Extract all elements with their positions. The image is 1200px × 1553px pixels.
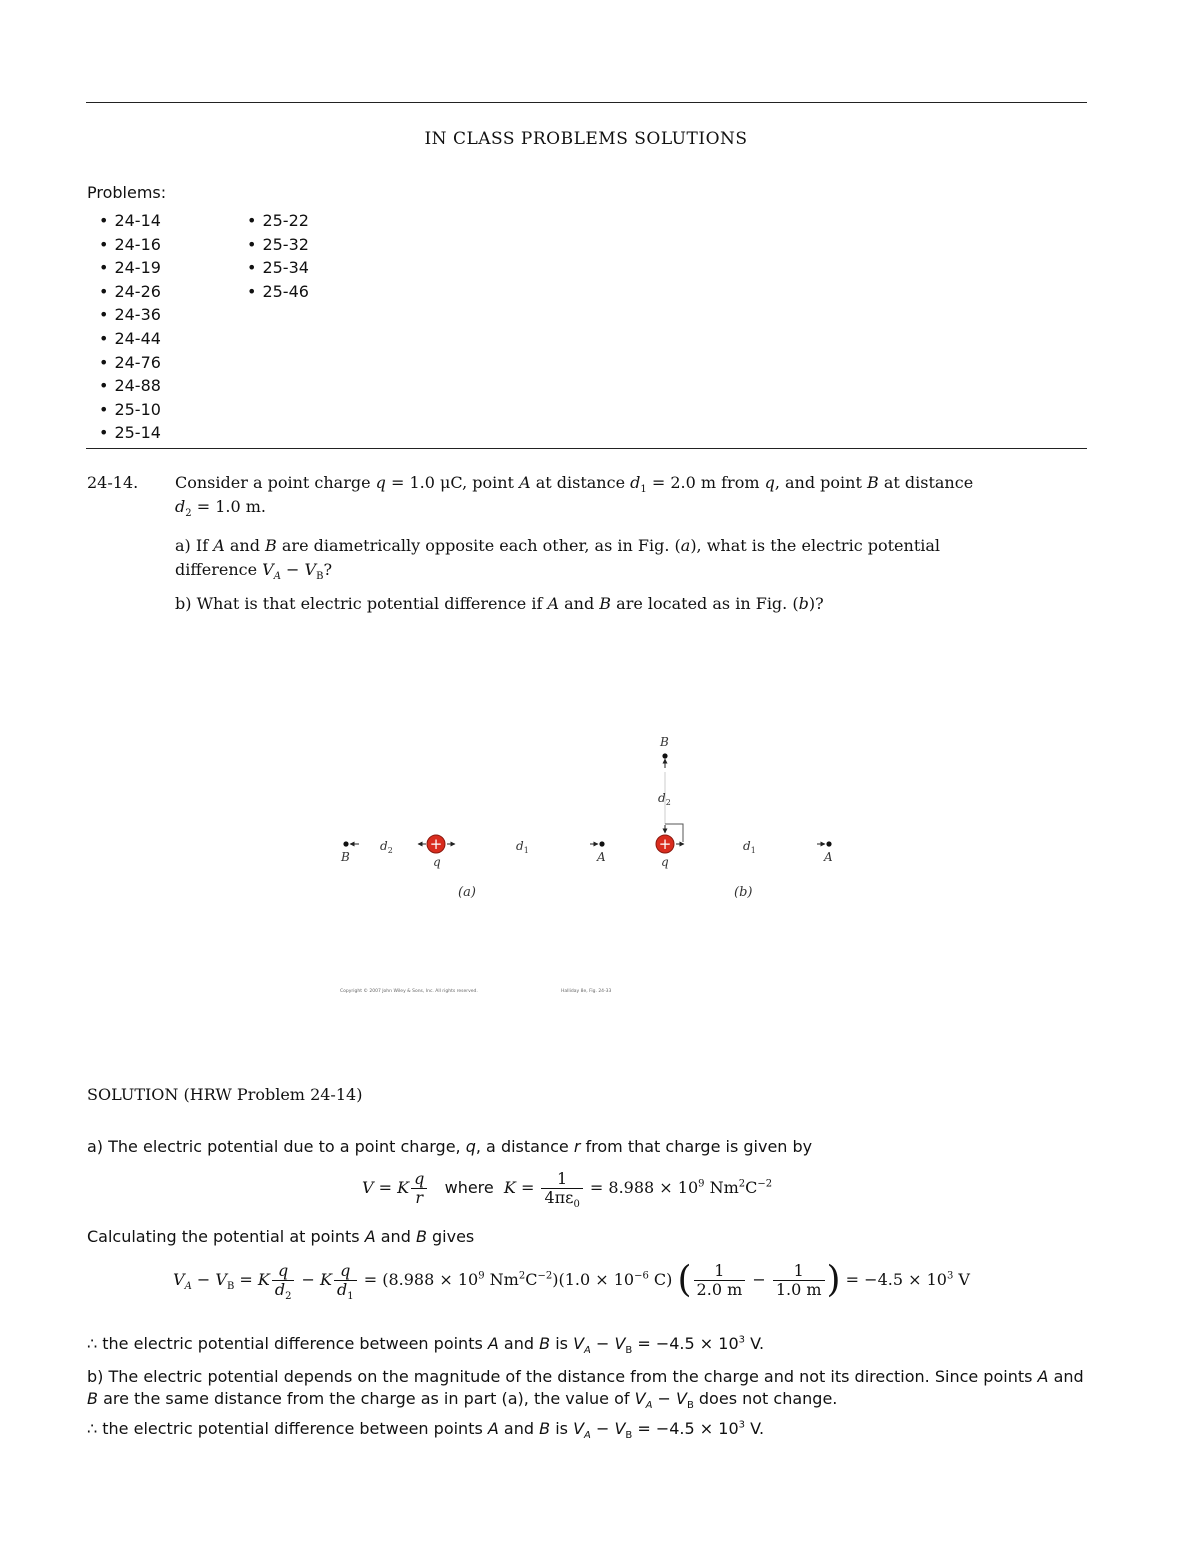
problem-list-right [247,209,309,303]
problem-list-item: • 24-44 [99,327,161,351]
label-a-b: A [824,850,833,864]
label-d1-b: $d_1$ [743,839,756,855]
point-b-dot-b [662,753,667,758]
problem-statement-line2: $d_2 = 1.0$ m. [175,497,266,520]
section-rule [86,448,1087,449]
part-a-line1: a) If A and B are diametrically opposite each other, as in Fig. (a), what is the electric potential [175,536,941,555]
problem-list-item: • 25-10 [99,398,161,422]
figure-reference: Halliday 8e, Fig. 24-33 [561,989,612,994]
label-q-a: q [433,855,441,869]
point-a-dot-a [599,841,604,846]
caption-b: (b) [734,885,753,900]
part-a-line2: difference $V_A - V_B$? [175,560,333,583]
problem-list-left [99,209,161,445]
top-rule [86,102,1087,103]
page-title: IN CLASS PROBLEMS SOLUTIONS [424,129,748,149]
label-a-a: A [597,850,606,864]
equation-difference: $V_A - V_B = K$ $\frac{q}{d_2}$ − K $\frac{q}{d_1}$ = ($8.988 \times 10^9$ $Nm^2C^{-2})(1.0 \times 10^{-6}$ C) ( $\frac{1}{2.0 m}$ − $\frac{1}{1.0 m}$ ) = $-4.5 \times 10^3$ V [173,1259,970,1303]
problem-statement-line1: Consider a point charge q = 1.0 μC, point A at distance $d_1 = 2.0$ m from q, and point B at distance [175,473,974,496]
problem-number: 24-14. [87,473,139,492]
charge-figure [330,730,850,1000]
caption-a: (a) [458,885,476,900]
problem-list-item: • 25-22 [247,209,309,233]
point-a-dot-b [826,841,831,846]
problem-list-item: • 24-16 [99,233,161,257]
label-q-b: q [661,855,669,869]
therefore-b: ∴ the electric potential difference between points A and B is $V_A - V_B = -4.5 \times 10^3$ V. [87,1419,765,1442]
problem-list-item: • 24-88 [99,374,161,398]
part-b-line: b) What is that electric potential difference if A and B are located as in Fig. (b)? [175,594,824,613]
problem-list-item: • 24-19 [99,256,161,280]
problem-list-item: • 24-14 [99,209,161,233]
problem-list-item: • 24-76 [99,351,161,375]
label-d2-a: $d_2$ [380,839,393,855]
point-b-dot-a [343,841,348,846]
calc-intro: Calculating the potential at points A and B gives [87,1227,475,1246]
figure-copyright: Copyright © 2007 John Wiley & Sons, Inc. All rights reserved. [340,989,478,994]
label-b-a: B [341,850,350,864]
problem-list-item: • 25-14 [99,421,161,445]
therefore-a: ∴ the electric potential difference between points A and B is $V_A - V_B = -4.5 \times 10^3$ V. [87,1334,765,1357]
solution-b-text: b) The electric potential depends on the magnitude of the distance from the charge and not its direction. Since points A and B are the same distance from the charge as in part (a), the value of $V_A - V_B$ does not change. [87,1367,1084,1412]
problem-list-item: • 25-32 [247,233,309,257]
plus-sign-b: + [658,835,672,853]
problem-list-item: • 25-34 [247,256,309,280]
equation-potential: V = K $\frac{q}{r}$ where K = $\frac{1}{4\pi\varepsilon_0}$ = $8.988 \times 10^9$ $Nm^2C^{-2}$ [362,1169,773,1211]
problem-list-item: • 24-26 [99,280,161,304]
solution-a-intro: a) The electric potential due to a point charge, q, a distance r from that charge is given by [87,1137,813,1156]
problems-label: Problems: [87,183,167,202]
problem-list-item: • 24-36 [99,303,161,327]
plus-sign-a: + [429,835,443,853]
label-d1-a: $d_1$ [516,839,529,855]
solution-heading: SOLUTION (HRW Problem 24-14) [87,1085,363,1104]
problem-list-item: • 25-46 [247,280,309,304]
label-d2-b: $d_2$ [658,791,671,807]
label-b-b: B [660,735,669,749]
